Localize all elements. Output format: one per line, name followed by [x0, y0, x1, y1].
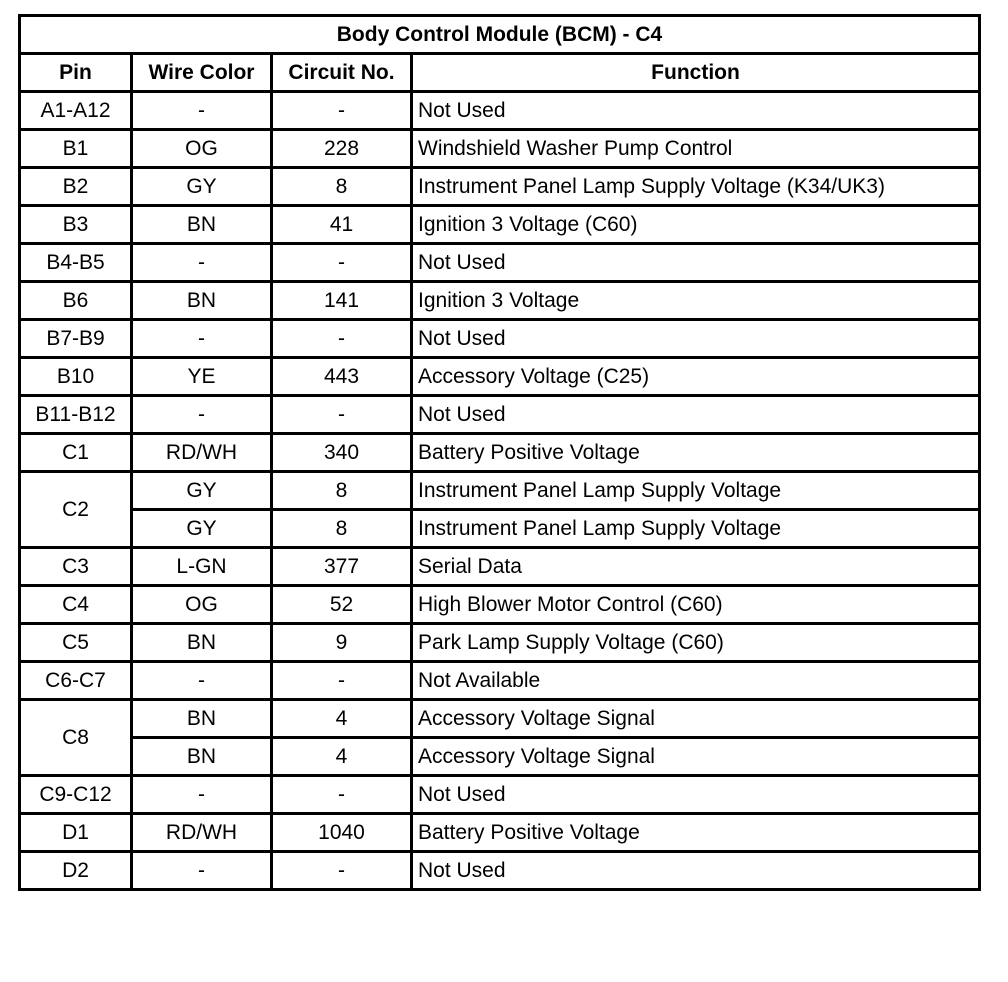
wire-color-cell: BN	[132, 700, 272, 738]
pin-cell: B4-B5	[20, 244, 132, 282]
wire-color-cell: BN	[132, 624, 272, 662]
table-row	[20, 206, 980, 244]
table-row	[20, 700, 980, 738]
function-cell: Park Lamp Supply Voltage (C60)	[412, 624, 980, 662]
pin-cell: B11-B12	[20, 396, 132, 434]
table-row	[20, 624, 980, 662]
circuit-no-cell: 8	[272, 472, 412, 510]
pin-cell: C6-C7	[20, 662, 132, 700]
circuit-no-cell: 52	[272, 586, 412, 624]
table-row	[20, 814, 980, 852]
function-cell: Not Used	[412, 396, 980, 434]
title-row	[20, 16, 980, 54]
header-pin: Pin	[20, 54, 132, 92]
function-cell: Not Available	[412, 662, 980, 700]
circuit-no-cell: -	[272, 776, 412, 814]
wire-color-cell: -	[132, 396, 272, 434]
circuit-no-cell: 4	[272, 738, 412, 776]
pin-cell: C8	[20, 700, 132, 776]
table-row	[20, 662, 980, 700]
pin-cell: A1-A12	[20, 92, 132, 130]
circuit-no-cell: 228	[272, 130, 412, 168]
table-row	[20, 282, 980, 320]
circuit-no-cell: 8	[272, 510, 412, 548]
circuit-no-cell: 377	[272, 548, 412, 586]
wire-color-cell: -	[132, 776, 272, 814]
circuit-no-cell: -	[272, 852, 412, 890]
table-row	[20, 168, 980, 206]
wire-color-cell: BN	[132, 206, 272, 244]
pin-cell: D2	[20, 852, 132, 890]
table-row	[20, 396, 980, 434]
table-title: Body Control Module (BCM) - C4	[20, 16, 980, 54]
wire-color-cell: -	[132, 244, 272, 282]
table-row	[20, 738, 980, 776]
function-cell: Instrument Panel Lamp Supply Voltage (K34/UK3)	[412, 168, 980, 206]
function-cell: Accessory Voltage Signal	[412, 738, 980, 776]
wire-color-cell: OG	[132, 586, 272, 624]
wire-color-cell: BN	[132, 738, 272, 776]
function-cell: Battery Positive Voltage	[412, 814, 980, 852]
circuit-no-cell: -	[272, 320, 412, 358]
table-row	[20, 320, 980, 358]
table-row	[20, 130, 980, 168]
table-row	[20, 434, 980, 472]
function-cell: Ignition 3 Voltage	[412, 282, 980, 320]
function-cell: Not Used	[412, 244, 980, 282]
pin-cell: C5	[20, 624, 132, 662]
function-cell: Accessory Voltage Signal	[412, 700, 980, 738]
function-cell: Ignition 3 Voltage (C60)	[412, 206, 980, 244]
pin-cell: C1	[20, 434, 132, 472]
circuit-no-cell: 41	[272, 206, 412, 244]
circuit-no-cell: 9	[272, 624, 412, 662]
wire-color-cell: RD/WH	[132, 434, 272, 472]
wire-color-cell: OG	[132, 130, 272, 168]
circuit-no-cell: 4	[272, 700, 412, 738]
function-cell: Not Used	[412, 92, 980, 130]
table-row	[20, 586, 980, 624]
function-cell: Windshield Washer Pump Control	[412, 130, 980, 168]
header-function: Function	[412, 54, 980, 92]
wire-color-cell: -	[132, 320, 272, 358]
circuit-no-cell: 340	[272, 434, 412, 472]
wire-color-cell: L-GN	[132, 548, 272, 586]
function-cell: High Blower Motor Control (C60)	[412, 586, 980, 624]
table-row	[20, 510, 980, 548]
table-row	[20, 92, 980, 130]
function-cell: Battery Positive Voltage	[412, 434, 980, 472]
table-row	[20, 548, 980, 586]
pin-cell: C4	[20, 586, 132, 624]
pin-cell: B1	[20, 130, 132, 168]
circuit-no-cell: -	[272, 396, 412, 434]
header-wire-color: Wire Color	[132, 54, 272, 92]
circuit-no-cell: 141	[272, 282, 412, 320]
pin-cell: B6	[20, 282, 132, 320]
header-row	[20, 54, 980, 92]
wire-color-cell: GY	[132, 168, 272, 206]
wire-color-cell: -	[132, 662, 272, 700]
pin-cell: B10	[20, 358, 132, 396]
function-cell: Not Used	[412, 776, 980, 814]
wire-color-cell: GY	[132, 472, 272, 510]
function-cell: Not Used	[412, 320, 980, 358]
circuit-no-cell: 8	[272, 168, 412, 206]
header-circuit-no: Circuit No.	[272, 54, 412, 92]
circuit-no-cell: 443	[272, 358, 412, 396]
pin-cell: B3	[20, 206, 132, 244]
wire-color-cell: YE	[132, 358, 272, 396]
wire-color-cell: RD/WH	[132, 814, 272, 852]
circuit-no-cell: 1040	[272, 814, 412, 852]
pin-cell: D1	[20, 814, 132, 852]
table-row	[20, 776, 980, 814]
wire-color-cell: BN	[132, 282, 272, 320]
circuit-no-cell: -	[272, 92, 412, 130]
function-cell: Accessory Voltage (C25)	[412, 358, 980, 396]
circuit-no-cell: -	[272, 662, 412, 700]
function-cell: Instrument Panel Lamp Supply Voltage	[412, 472, 980, 510]
function-cell: Instrument Panel Lamp Supply Voltage	[412, 510, 980, 548]
wire-color-cell: -	[132, 852, 272, 890]
table-row	[20, 244, 980, 282]
table-row	[20, 852, 980, 890]
pin-cell: C2	[20, 472, 132, 548]
table-row	[20, 358, 980, 396]
pin-cell: B7-B9	[20, 320, 132, 358]
wire-color-cell: -	[132, 92, 272, 130]
circuit-no-cell: -	[272, 244, 412, 282]
pin-cell: C9-C12	[20, 776, 132, 814]
wire-color-cell: GY	[132, 510, 272, 548]
function-cell: Not Used	[412, 852, 980, 890]
table-row	[20, 472, 980, 510]
pin-cell: C3	[20, 548, 132, 586]
connector-pinout-table	[18, 14, 981, 891]
function-cell: Serial Data	[412, 548, 980, 586]
pin-cell: B2	[20, 168, 132, 206]
